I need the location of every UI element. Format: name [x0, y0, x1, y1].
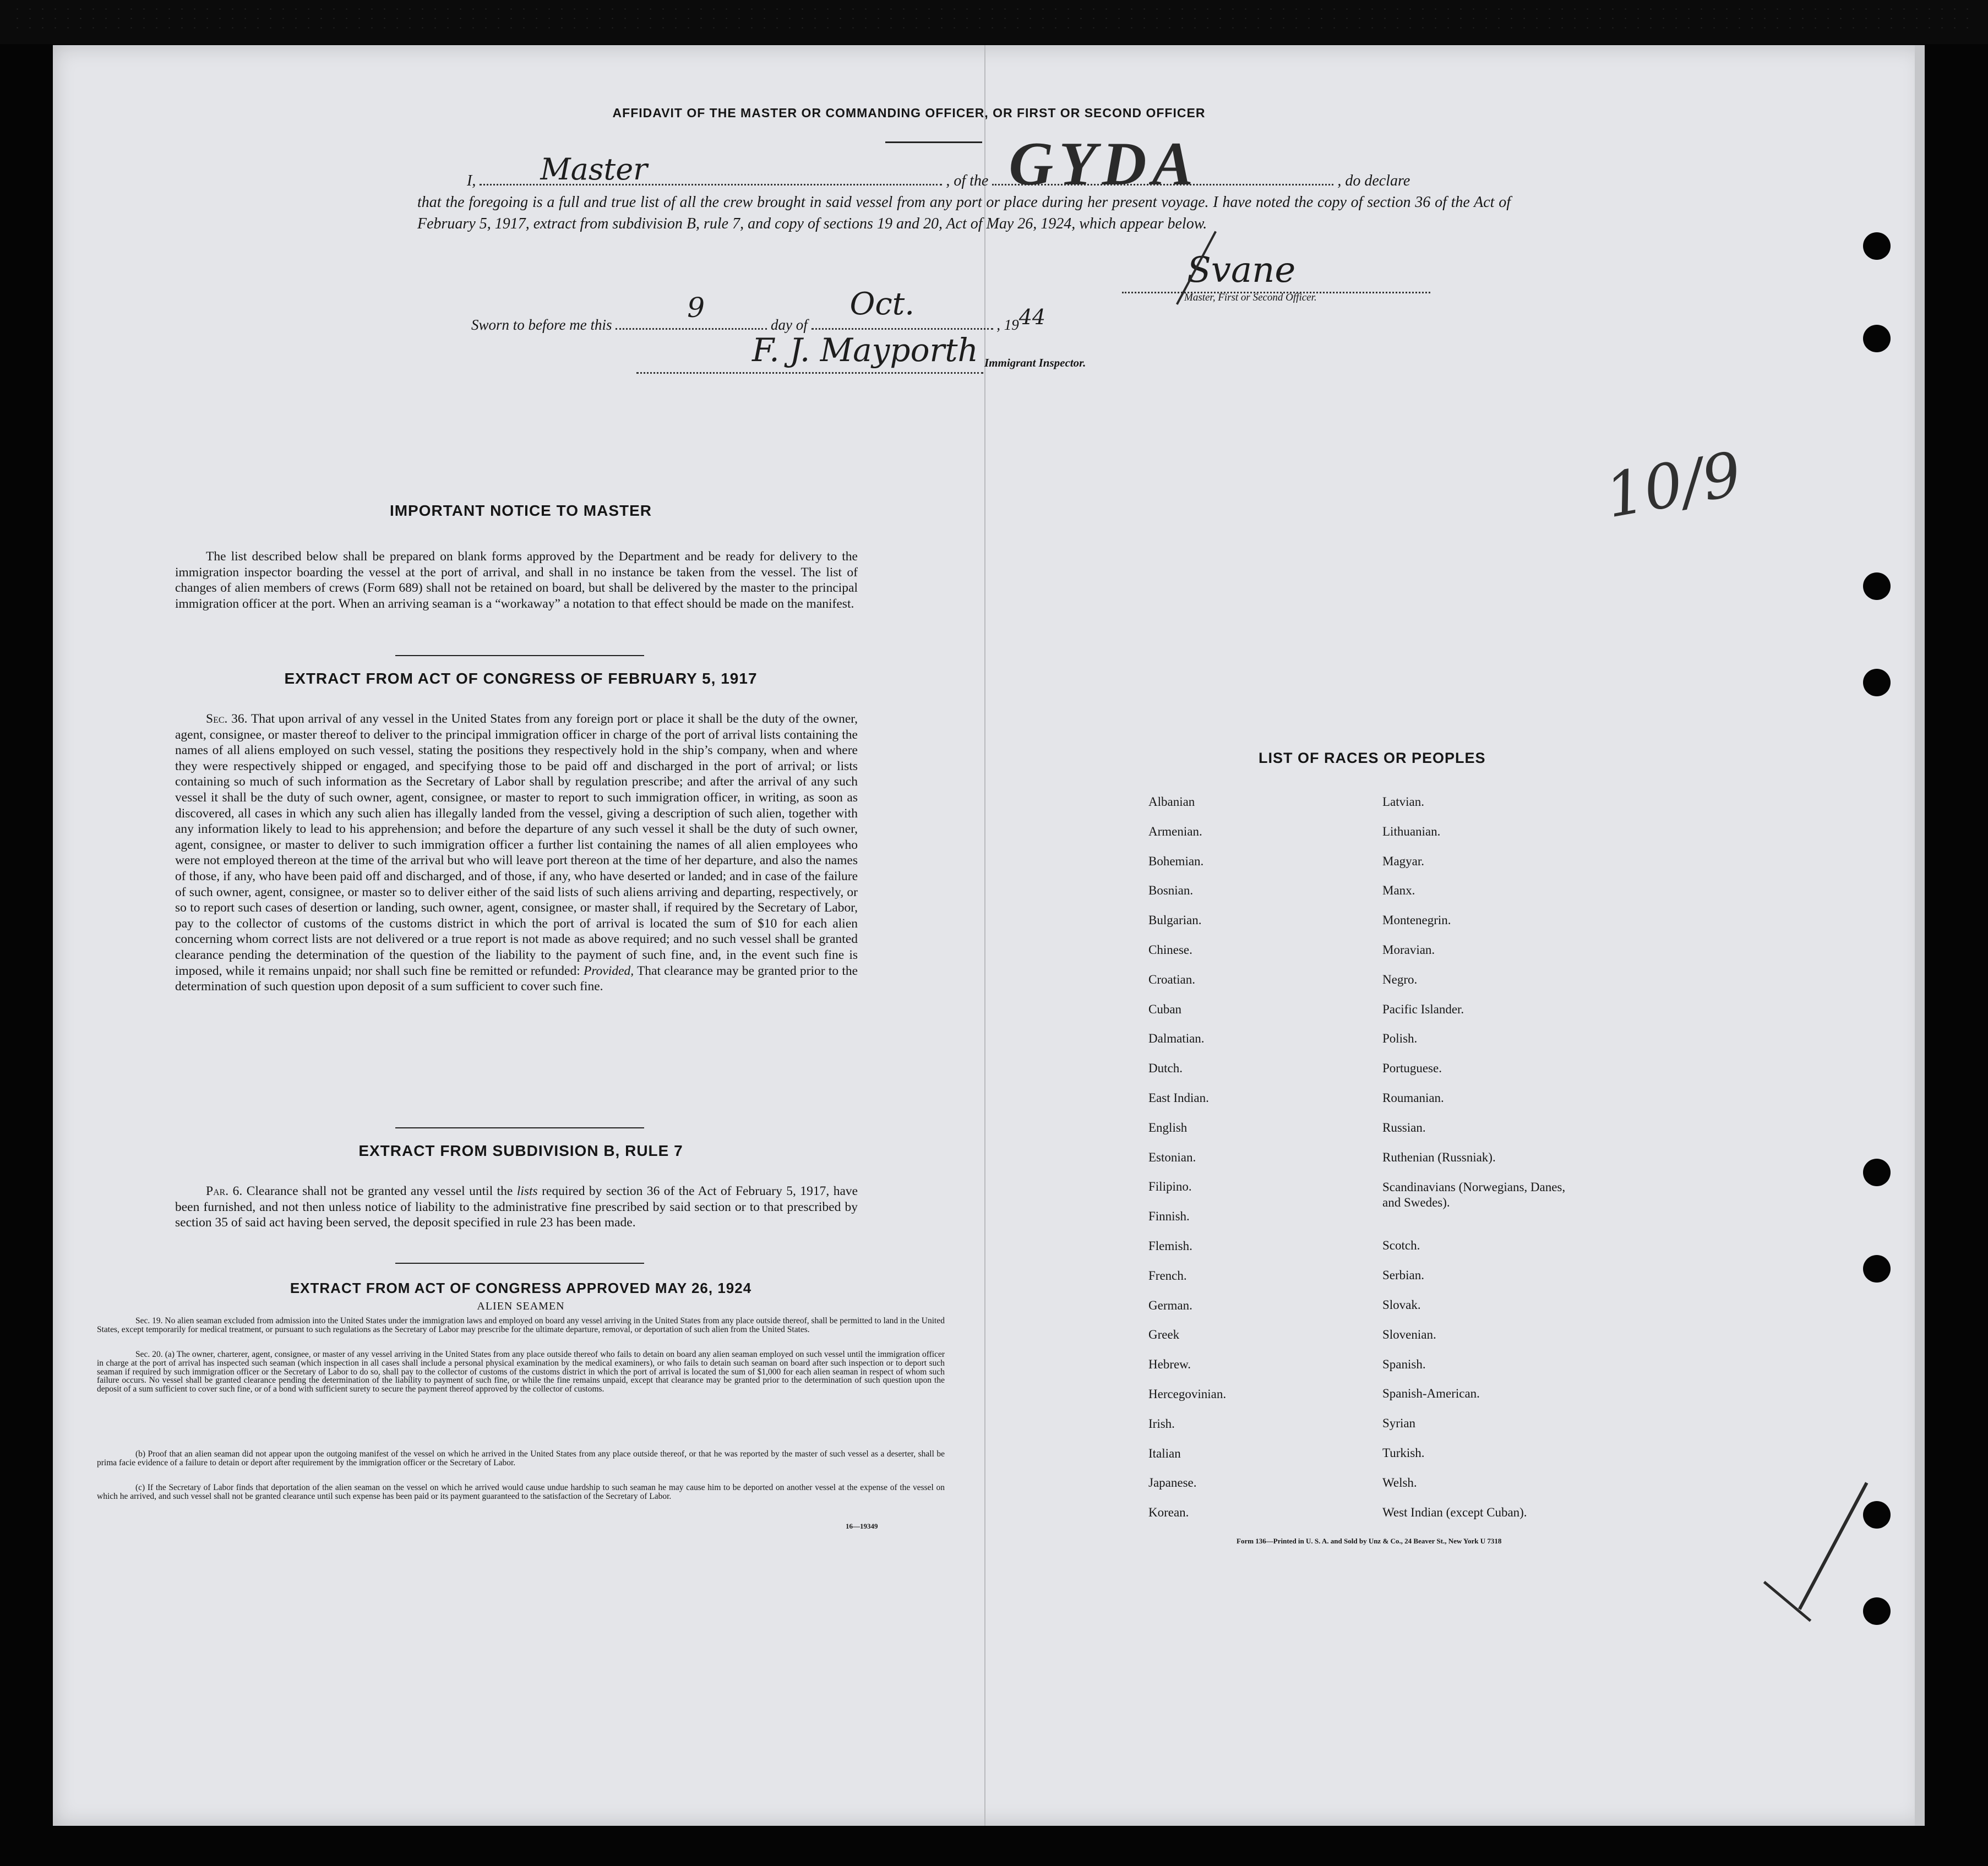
race-item: Roumanian.	[1382, 1091, 1444, 1105]
race-item: Pacific Islander.	[1382, 1002, 1464, 1016]
form-code: 16—19349	[846, 1522, 878, 1530]
race-item: Bulgarian.	[1148, 913, 1202, 927]
race-item: Portuguese.	[1382, 1061, 1442, 1076]
affidavit-declaration: that the foregoing is a full and true list of all the crew brought in said vessel from any port or place during her present voyage. I have noted the copy of section 36 of the Act of February 5, 1917, extract from subdivision B, rule 7, and copy of sections 19 and 20, Act of May 26, 1924, which appear below.	[417, 194, 1511, 232]
race-item: Turkish.	[1382, 1446, 1425, 1460]
race-item: Greek	[1148, 1328, 1180, 1342]
officer-signature: Svane	[1187, 250, 1296, 291]
race-item: Syrian	[1382, 1416, 1416, 1431]
affidavit-declarant-line: I, Master , of the GYDA , do declare	[467, 167, 1410, 190]
race-item: Magyar.	[1382, 854, 1425, 868]
binder-hole	[1863, 1159, 1891, 1186]
sworn-line: Sworn to before me this 9 day of Oct. , 1944	[471, 286, 1046, 333]
extract-1917-title: EXTRACT FROM ACT OF CONGRESS OF FEBRUARY 5, 1917	[284, 670, 758, 687]
page-edge	[1915, 45, 1925, 1826]
race-item: Flemish.	[1148, 1239, 1192, 1253]
race-item: German.	[1148, 1298, 1192, 1312]
race-item: Croatian.	[1148, 972, 1195, 986]
race-item: Hercegovinian.	[1148, 1387, 1227, 1401]
pencil-mark: 10/9	[1600, 438, 1747, 532]
race-item: Spanish-American.	[1382, 1387, 1480, 1401]
race-item: Albanian	[1148, 795, 1195, 809]
divider	[395, 1263, 644, 1264]
race-item: Polish.	[1382, 1032, 1418, 1046]
race-item: Slovak.	[1382, 1298, 1421, 1312]
race-item: East Indian.	[1148, 1091, 1209, 1105]
race-item: Bohemian.	[1148, 854, 1204, 868]
race-item: Montenegrin.	[1382, 913, 1451, 927]
race-item: Hebrew.	[1148, 1357, 1191, 1372]
race-item: Negro.	[1382, 972, 1418, 986]
extract-1924-sec20b: (b) Proof that an alien seaman did not appear upon the outgoing manifest of the vessel on which he arrived in the United States from any place outside thereof, or that he was reported by the master of such vessel as a deserter, shall be prima facie evidence of a failure to detain or deport after requirement by the immigration officer or the Secretary of Labor.	[97, 1449, 945, 1467]
binder-hole	[1863, 325, 1891, 352]
binder-hole	[1863, 572, 1891, 600]
race-item: French.	[1148, 1268, 1187, 1283]
race-item: Russian.	[1382, 1120, 1426, 1134]
divider	[395, 655, 644, 656]
race-item: Latvian.	[1382, 795, 1424, 809]
notice-title: IMPORTANT NOTICE TO MASTER	[389, 502, 652, 519]
race-item: Dutch.	[1148, 1061, 1183, 1076]
extract-1924-title: EXTRACT FROM ACT OF CONGRESS APPROVED MAY 26, 1924	[290, 1280, 752, 1296]
race-item: West Indian (except Cuban).	[1382, 1505, 1527, 1519]
inspector-signature: F. J. Mayporth	[752, 331, 978, 369]
race-item: Armenian.	[1148, 824, 1202, 838]
binder-hole	[1863, 1501, 1891, 1529]
notice-text: The list described below shall be prepared on blank forms approved by the Department and be ready for delivery to the immigration inspector boarding the vessel at the port of arrival, and shall in no instance be taken from the vessel. The list of changes of alien members of crews (Form 689) shall not be retained on board, but shall be delivered by the master to the principal immigration officer at the port. When an arriving seaman is a “workaway” a notation to that effect should be made on the manifest.	[175, 549, 858, 611]
race-item: Spanish.	[1382, 1357, 1426, 1371]
race-item: Irish.	[1148, 1416, 1175, 1431]
race-item: Lithuanian.	[1382, 824, 1441, 838]
extract-1917-text: Sec. 36. That upon arrival of any vessel in the United States from any foreign port or place it shall be the duty of the owner, agent, consignee, or master thereof to deliver to the principal immigration officer in charge of the port of arrival lists containing the names of all aliens employed on such vessel, stating the positions they respectively hold in the ship’s company, when and where they were respectively shipped or engaged, and specifying those to be paid off and discharged in the port of arrival; or lists containing so much of such information as the Secretary of Labor shall by regulation prescribe; and after the arrival of any such vessel it shall be the duty of such owner, agent, consignee, or master to report to such immigration officer, in writing, as soon as discovered, all cases in which any such alien has illegally landed from the vessel, giving a description of such alien, together with any information likely to lead to his apprehension; and before the departure of any such vessel it shall be the duty of such owner, agent, consignee, or master to deliver to such immigration officer a further list containing the names of all alien employees who were not employed thereon at the time of the arrival but who will leave port thereon at the time of her departure, and also the names of those, if any, who have been paid off and discharged, and of those, if any, who have deserted or landed; and in case of the failure of such owner, agent, consignee, or master so to deliver either of the said lists of such aliens arriving and departing, respectively, or so to report such cases of desertion or landing, such owner, agent, consignee, or master shall, if required by the Secretary of Labor, pay to the collector of customs of the customs district in which the port of arrival is located the sum of $10 for each alien concerning whom correct lists are not delivered or a true report is not made as above required; and no such vessel shall be granted clearance pending the determination of the question of the liability to the payment of such fine, and, in the event such fine is imposed, while it remains unpaid; nor shall such fine be remitted or refunded: Provided, That clearance may be granted prior to the determination of such question upon deposit of a sum sufficient to cover such fine.	[175, 712, 858, 994]
inspector-caption: Immigrant Inspector.	[984, 356, 1086, 369]
document-page	[53, 45, 1925, 1826]
race-item: Japanese.	[1148, 1476, 1197, 1490]
race-item: Welsh.	[1382, 1475, 1417, 1489]
race-item: Moravian.	[1382, 943, 1435, 957]
binder-hole	[1863, 669, 1891, 696]
sworn-year: 44	[1018, 305, 1046, 329]
divider	[395, 1127, 644, 1128]
race-item: Scandinavians (Norwegians, Danes, and Swedes).	[1382, 1180, 1566, 1210]
race-item: Cuban	[1148, 1002, 1182, 1016]
extract-rule7-text: Par. 6. Clearance shall not be granted any vessel until the lists required by section 36 of the Act of February 5, 1917, have been furnished, and not then unless notice of liability to the administrative fine prescribed by said section or to that prescribed by section 35 of said act having been served, the deposit specified in rule 23 has been made.	[175, 1184, 858, 1230]
race-item: Estonian.	[1148, 1150, 1196, 1164]
race-item: Bosnian.	[1148, 883, 1194, 898]
race-item: Dalmatian.	[1148, 1032, 1205, 1046]
extract-1924-sec20a: Sec. 20. (a) The owner, charterer, agent, consignee, or master of any vessel arriving in the United States from any place outside thereof who fails to detain on board any alien seaman employed on such vessel until the immigration officer in charge at the port of arrival has inspected such seaman (which inspection in all cases shall include a personal physical examination by the medical examiners), or who fails to detain such seaman on board after such inspection or to deport such seaman if required by such immigration officer or the Secretary of Labor to do so, shall pay to the collector of customs of the customs district in which the port of arrival is located the sum of $1,000 for each alien seaman in respect of whom such failure occurs. No vessel shall be granted clearance pending the determination of the liability to payment of such fine, or while the fine remains unpaid, except that clearance may be granted prior to the determination of such question upon the deposit of a sum sufficient to cover such fine, or of a bond with sufficient surety to secure the payment thereof approved by the collector of customs.	[97, 1350, 945, 1394]
race-item: English	[1148, 1120, 1188, 1134]
extract-1924-sec20c: (c) If the Secretary of Labor finds that deportation of the alien seaman on the vessel on which he arrived would cause undue hardship to such seaman he may cause him to be deported on another vessel at the expense of the vessel on which he arrived, and such vessel shall not be granted clearance until such expense has been paid or its payment guaranteed to the satisfaction of the Secretary of Labor.	[97, 1483, 945, 1501]
divider	[885, 141, 982, 143]
sworn-month: Oct.	[849, 286, 915, 322]
scan-noise	[11, 4, 1971, 32]
vessel-name-stamp: GYDA	[1009, 130, 1199, 198]
race-item: Filipino.	[1148, 1180, 1192, 1194]
race-item: Finnish.	[1148, 1209, 1190, 1224]
extract-rule7-title: EXTRACT FROM SUBDIVISION B, RULE 7	[358, 1142, 683, 1159]
printer-footer: Form 136—Printed in U. S. A. and Sold by Unz & Co., 24 Beaver St., New York U 7318	[1237, 1537, 1502, 1545]
binder-hole	[1863, 232, 1891, 260]
race-item: Serbian.	[1382, 1268, 1425, 1283]
officer-caption: Master, First or Second Officer.	[1184, 292, 1317, 303]
races-title: LIST OF RACES OR PEOPLES	[1259, 750, 1486, 766]
race-item: Scotch.	[1382, 1238, 1420, 1253]
race-item: Chinese.	[1148, 943, 1192, 957]
race-item: Korean.	[1148, 1505, 1189, 1520]
inspector-signature-line	[636, 369, 983, 374]
affidavit-title: AFFIDAVIT OF THE MASTER OR COMMANDING OFFICER, OR FIRST OR SECOND OFFICER	[612, 106, 1206, 120]
race-item: Italian	[1148, 1446, 1181, 1460]
extract-1924-sec19: Sec. 19. No alien seaman excluded from admission into the United States under the immigration laws and employed on board any vessel arriving in the United States from any place outside thereof, shall be permitted to land in the United States, except temporarily for medical treatment, or pursuant to such regulations as the Secretary of Labor may prescribe for the ultimate departure, removal, or deportation of such alien from the United States.	[97, 1316, 945, 1334]
race-item: Manx.	[1382, 883, 1415, 898]
master-handwriting: Master	[540, 152, 647, 187]
race-item: Ruthenian (Russniak).	[1382, 1150, 1496, 1164]
binder-hole	[1863, 1597, 1891, 1625]
check-mark	[1798, 1482, 1868, 1609]
sworn-day: 9	[687, 292, 705, 324]
extract-1924-subtitle: ALIEN SEAMEN	[477, 1300, 565, 1312]
binder-hole	[1863, 1255, 1891, 1283]
race-item: Slovenian.	[1382, 1327, 1436, 1341]
